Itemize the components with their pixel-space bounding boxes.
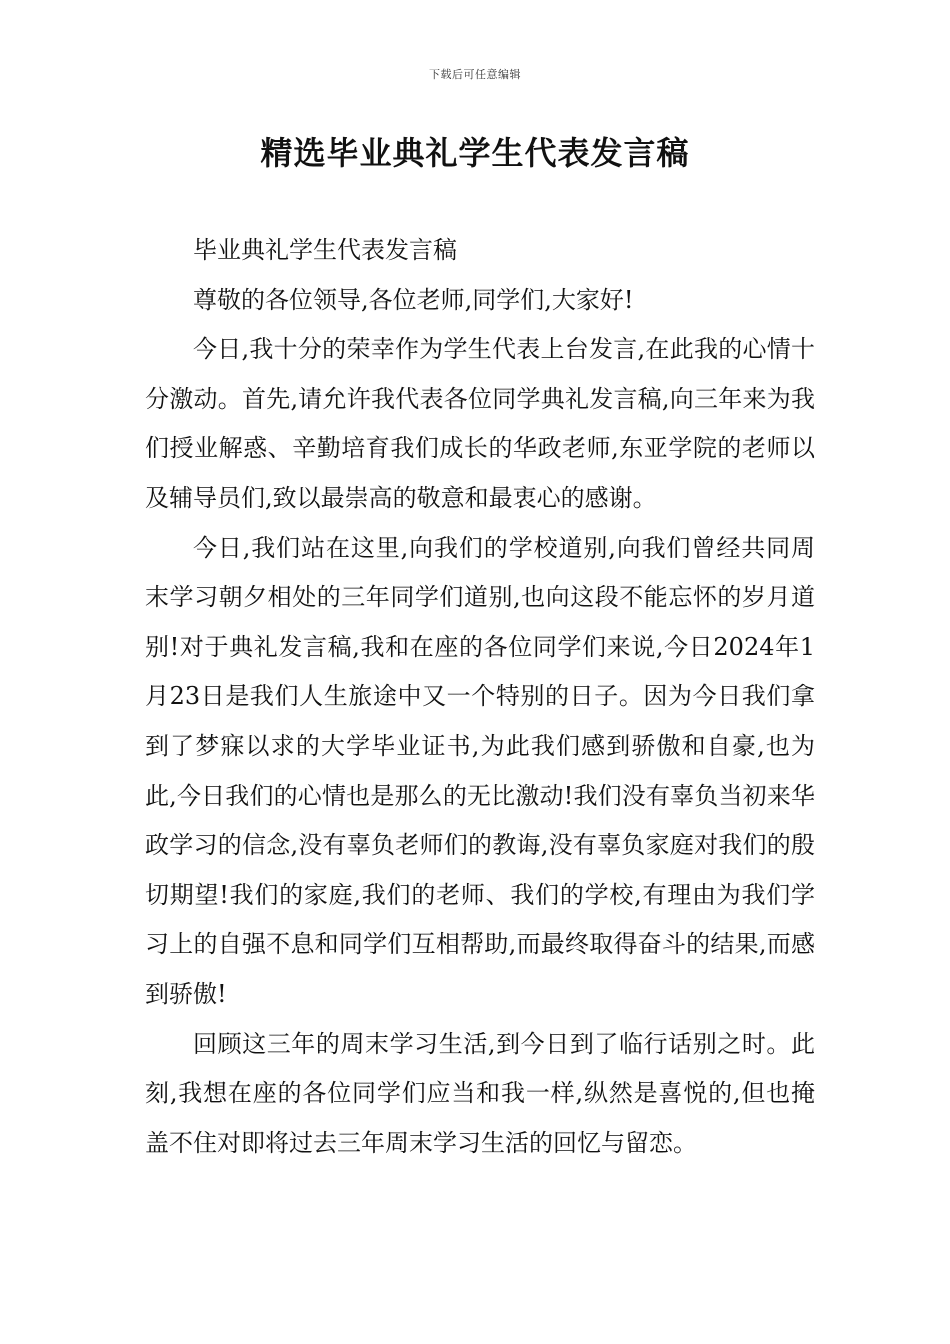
paragraph-farewell: 今日,我们站在这里,向我们的学校道别,向我们曾经共同周末学习朝夕相处的三年同学们道别,也向这段不能忘怀的岁月道别!对于典礼发言稿,我和在座的各位同学们来说,今日2024年1月23日是我们人生旅途中又一个特别的日子。因为今日我们拿到了梦寐以求的大学毕业证书,为此我们感到骄傲和自豪,也为此,今日我们的心情也是那么的无比激动!我们没有辜负当初来华政学习的信念,没有辜负老师们的教诲,没有辜负家庭对我们的殷切期望!我们的家庭,我们的老师、我们的学校,有理由为我们学习上的自强不息和同学们互相帮助,而最终取得奋斗的结果,而感到骄傲! — [145, 533, 815, 1008]
paragraph-thanks: 今日,我十分的荣幸作为学生代表上台发言,在此我的心情十分激动。首先,请允许我代表各位同学典礼发言稿,向三年来为我们授业解惑、辛勤培育我们成长的华政老师,东亚学院的老师以及辅导员们,致以最崇高的敬意和最衷心的感谢。 — [145, 335, 815, 512]
document-body — [145, 226, 815, 1168]
document-title: 精选毕业典礼学生代表发言稿 — [260, 134, 690, 172]
paragraph-salutation: 尊敬的各位领导,各位老师,同学们,大家好! — [193, 285, 634, 314]
paragraph-reflection: 回顾这三年的周末学习生活,到今日到了临行话别之时。此刻,我想在座的各位同学们应当和我一样,纵然是喜悦的,但也掩盖不住对即将过去三年周末学习生活的回忆与留恋。 — [145, 1029, 815, 1157]
paragraph-subtitle: 毕业典礼学生代表发言稿 — [193, 236, 457, 264]
header-note: 下载后可任意编辑 — [429, 68, 521, 81]
